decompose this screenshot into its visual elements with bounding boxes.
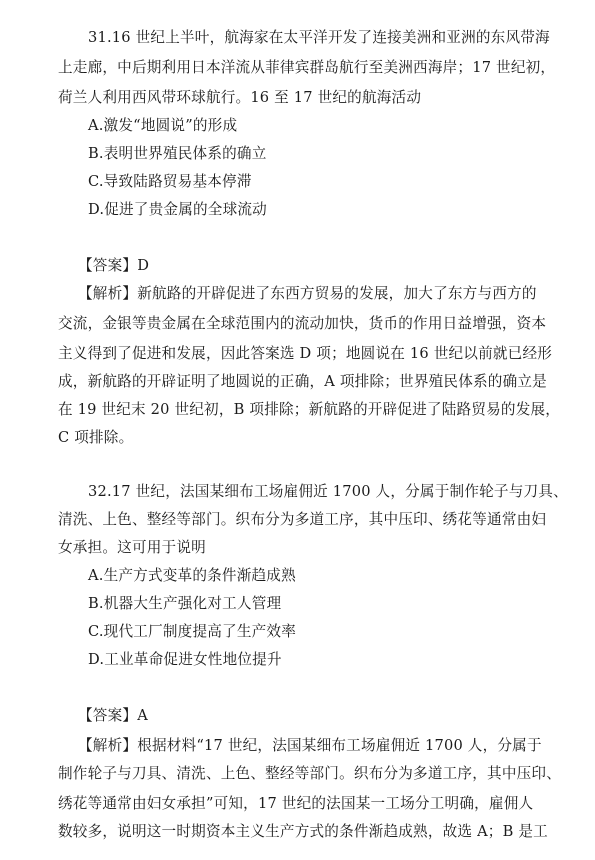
q31-analysis-line-3: 主义得到了促进和发展，因此答案选 D 项；地圆说在 16 世纪以前就已经形 [58, 345, 553, 362]
q31-analysis-line-1 [78, 284, 578, 304]
q31-option-c: C.导致陆路贸易基本停滞 [88, 173, 252, 190]
q31-stem-line-1: 31.16 世纪上半叶，航海家在太平洋开发了连接美洲和亚洲的东风带海 [88, 29, 550, 46]
q31-stem-line-3: 荷兰人利用西风带环球航行。16 至 17 世纪的航海活动 [58, 89, 422, 106]
q31-answer [78, 256, 578, 276]
answer-value: A [137, 707, 148, 724]
analysis-text: 根据材料“17 世纪，法国某细布工场雇佣近 1700 人，分属于 [137, 737, 542, 754]
q32-analysis-line-2: 制作轮子与刀具、清洗、上色、整经等部门。织布分为多道工序，其中压印、 [58, 765, 561, 782]
q31-analysis-line-4: 成，新航路的开辟证明了地圆说的正确，A 项排除；世界殖民体系的确立是 [58, 373, 547, 390]
q31-option-b: B.表明世界殖民体系的确立 [88, 145, 267, 162]
q31-analysis-line-2: 交流，金银等贵金属在全球范围内的流动加快，货币的作用日益增强，资本 [58, 315, 547, 332]
q31-stem-line-2: 上走廊，中后期利用日本洋流从菲律宾群岛航行至美洲西海岸；17 世纪初， [58, 59, 556, 76]
q31-analysis-line-6: C 项排除。 [58, 429, 134, 446]
q31-option-d: D.促进了贵金属的全球流动 [88, 201, 267, 218]
q32-option-a: A.生产方式变革的条件渐趋成熟 [88, 567, 296, 584]
q32-option-d: D.工业革命促进女性地位提升 [88, 651, 282, 668]
q32-stem-line-3: 女承担。这可用于说明 [58, 539, 206, 556]
analysis-label: 【解析】 [78, 737, 138, 754]
q32-answer [78, 706, 578, 726]
answer-label: 【答案】 [78, 707, 138, 724]
q32-stem-line-2: 清洗、上色、整经等部门。织布分为多道工序，其中压印、绣花等通常由妇 [58, 511, 547, 528]
answer-label: 【答案】 [78, 257, 138, 274]
analysis-label: 【解析】 [78, 285, 138, 302]
q32-option-c: C.现代工厂制度提高了生产效率 [88, 623, 297, 640]
q31-option-a: A.激发“地圆说”的形成 [88, 117, 238, 134]
q32-option-b: B.机器大生产强化对工人管理 [88, 595, 282, 612]
analysis-text: 新航路的开辟促进了东西方贸易的发展，加大了东方与西方的 [137, 285, 537, 302]
answer-value: D [137, 257, 150, 274]
q32-analysis-line-1 [78, 736, 578, 756]
q32-analysis-line-4: 数较多，说明这一时期资本主义生产方式的条件渐趋成熟，故选 A；B 是工 [58, 823, 548, 840]
q32-stem-line-1: 32.17 世纪，法国某细布工场雇佣近 1700 人，分属于制作轮子与刀具、 [88, 483, 568, 500]
q32-analysis-line-3: 绣花等通常由妇女承担”可知，17 世纪的法国某一工场分工明确，雇佣人 [58, 795, 534, 812]
q31-analysis-line-5: 在 19 世纪末 20 世纪初，B 项排除；新航路的开辟促进了陆路贸易的发展， [58, 401, 561, 418]
